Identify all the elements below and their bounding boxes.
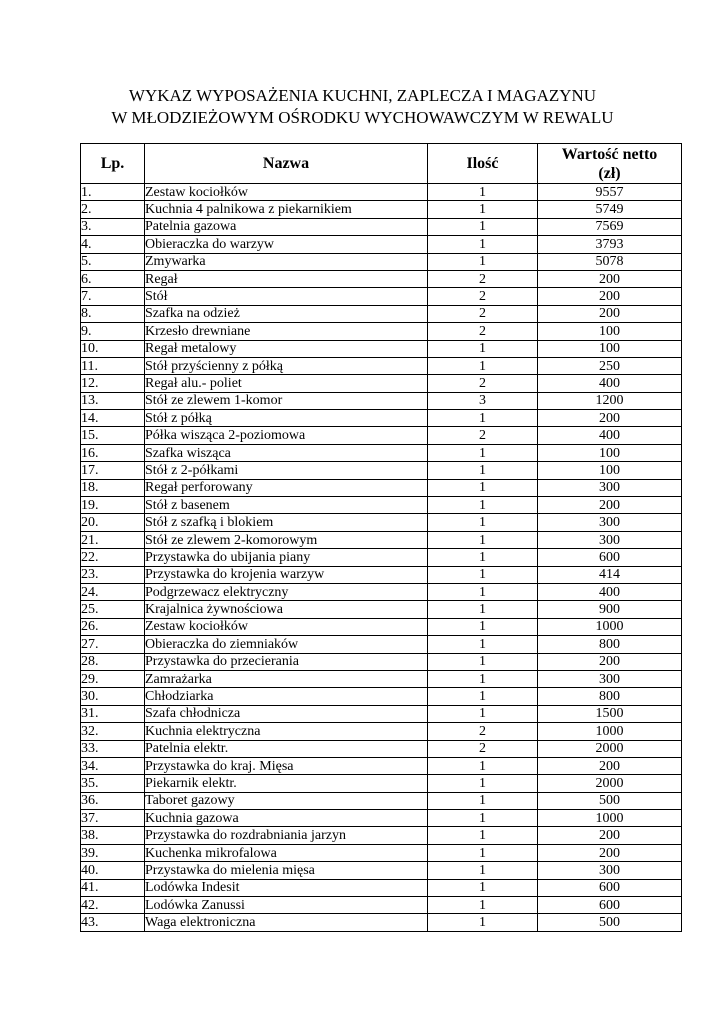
row-name-cell: Regał metalowy: [145, 340, 428, 357]
row-lp-cell: 31.: [81, 705, 145, 722]
table-row: [81, 514, 682, 531]
row-value-cell: 5078: [538, 253, 682, 270]
row-lp-cell: 29.: [81, 670, 145, 687]
row-qty-cell: 2: [428, 740, 538, 757]
row-name-cell: Szafa chłodnicza: [145, 705, 428, 722]
row-name-cell: Szafka na odzież: [145, 305, 428, 322]
row-lp-cell: 34.: [81, 757, 145, 774]
row-lp-cell: 39.: [81, 844, 145, 861]
row-lp-cell: 22.: [81, 549, 145, 566]
row-qty-cell: 1: [428, 357, 538, 374]
row-qty-cell: 1: [428, 236, 538, 253]
row-lp-cell: 10.: [81, 340, 145, 357]
row-name-cell: Kuchnia gazowa: [145, 810, 428, 827]
row-name-cell: Regał alu.- poliet: [145, 375, 428, 392]
row-value-cell: 100: [538, 340, 682, 357]
row-name-cell: Stół z basenem: [145, 497, 428, 514]
row-name-cell: Kuchenka mikrofalowa: [145, 844, 428, 861]
table-row: [81, 462, 682, 479]
row-value-cell: 2000: [538, 775, 682, 792]
row-lp-cell: 13.: [81, 392, 145, 409]
header-value: [538, 144, 682, 184]
row-value-cell: 200: [538, 270, 682, 287]
row-name-cell: Stół ze zlewem 2-komorowym: [145, 531, 428, 548]
row-lp-cell: 20.: [81, 514, 145, 531]
row-value-cell: 300: [538, 531, 682, 548]
table-row: [81, 410, 682, 427]
table-row: [81, 810, 682, 827]
row-lp-cell: 6.: [81, 270, 145, 287]
row-name-cell: Lodówka Indesit: [145, 879, 428, 896]
row-name-cell: Patelnia gazowa: [145, 218, 428, 235]
row-name-cell: Przystawka do przecierania: [145, 653, 428, 670]
row-qty-cell: 1: [428, 549, 538, 566]
row-value-cell: 300: [538, 862, 682, 879]
table-row: [81, 375, 682, 392]
row-lp-cell: 30.: [81, 688, 145, 705]
header-lp: Lp.: [81, 144, 145, 184]
row-qty-cell: 2: [428, 375, 538, 392]
table-row: [81, 688, 682, 705]
table-row: [81, 357, 682, 374]
row-name-cell: Stół z szafką i blokiem: [145, 514, 428, 531]
row-name-cell: Zestaw kociołków: [145, 184, 428, 201]
row-lp-cell: 12.: [81, 375, 145, 392]
table-row: [81, 479, 682, 496]
row-qty-cell: 2: [428, 723, 538, 740]
row-name-cell: Stół ze zlewem 1-komor: [145, 392, 428, 409]
row-qty-cell: 1: [428, 340, 538, 357]
row-name-cell: Obieraczka do ziemniaków: [145, 636, 428, 653]
row-name-cell: Krajalnica żywnościowa: [145, 601, 428, 618]
row-qty-cell: 2: [428, 427, 538, 444]
row-name-cell: Piekarnik elektr.: [145, 775, 428, 792]
row-qty-cell: 1: [428, 775, 538, 792]
document-title-line-2: W MŁODZIEŻOWYM OŚRODKU WYCHOWAWCZYM W REWALU: [111, 108, 614, 127]
row-value-cell: 300: [538, 479, 682, 496]
row-lp-cell: 3.: [81, 218, 145, 235]
row-qty-cell: 1: [428, 462, 538, 479]
row-value-cell: 1000: [538, 618, 682, 635]
row-qty-cell: 1: [428, 444, 538, 461]
table-row: [81, 270, 682, 287]
row-lp-cell: 7.: [81, 288, 145, 305]
row-name-cell: Obieraczka do warzyw: [145, 236, 428, 253]
row-qty-cell: 1: [428, 897, 538, 914]
row-value-cell: 800: [538, 636, 682, 653]
row-lp-cell: 5.: [81, 253, 145, 270]
table-row: [81, 775, 682, 792]
row-qty-cell: 1: [428, 566, 538, 583]
row-lp-cell: 24.: [81, 583, 145, 600]
table-row: [81, 827, 682, 844]
table-row: [81, 757, 682, 774]
row-lp-cell: 36.: [81, 792, 145, 809]
row-lp-cell: 32.: [81, 723, 145, 740]
row-value-cell: 9557: [538, 184, 682, 201]
row-lp-cell: 42.: [81, 897, 145, 914]
table-row: [81, 323, 682, 340]
row-value-cell: 200: [538, 653, 682, 670]
table-row: [81, 253, 682, 270]
row-value-cell: 100: [538, 462, 682, 479]
table-row: [81, 566, 682, 583]
table-row: [81, 427, 682, 444]
table-row: [81, 879, 682, 896]
row-qty-cell: 1: [428, 184, 538, 201]
row-qty-cell: 1: [428, 844, 538, 861]
row-value-cell: 300: [538, 514, 682, 531]
row-value-cell: 7569: [538, 218, 682, 235]
row-name-cell: Chłodziarka: [145, 688, 428, 705]
row-name-cell: Przystawka do mielenia mięsa: [145, 862, 428, 879]
row-name-cell: Krzesło drewniane: [145, 323, 428, 340]
row-value-cell: 1000: [538, 723, 682, 740]
row-name-cell: Przystawka do rozdrabniania jarzyn: [145, 827, 428, 844]
row-value-cell: 3793: [538, 236, 682, 253]
row-lp-cell: 25.: [81, 601, 145, 618]
row-lp-cell: 19.: [81, 497, 145, 514]
table-row: [81, 288, 682, 305]
row-lp-cell: 2.: [81, 201, 145, 218]
row-qty-cell: 1: [428, 514, 538, 531]
row-qty-cell: 1: [428, 688, 538, 705]
row-name-cell: Zmywarka: [145, 253, 428, 270]
row-value-cell: 1200: [538, 392, 682, 409]
row-value-cell: 100: [538, 444, 682, 461]
table-row: [81, 531, 682, 548]
table-row: [81, 201, 682, 218]
row-lp-cell: 43.: [81, 914, 145, 931]
row-value-cell: 414: [538, 566, 682, 583]
row-qty-cell: 2: [428, 270, 538, 287]
row-qty-cell: 1: [428, 653, 538, 670]
row-value-cell: 200: [538, 827, 682, 844]
row-lp-cell: 26.: [81, 618, 145, 635]
row-qty-cell: 1: [428, 201, 538, 218]
row-value-cell: 200: [538, 757, 682, 774]
table-row: [81, 340, 682, 357]
row-qty-cell: 1: [428, 218, 538, 235]
table-row: [81, 636, 682, 653]
row-value-cell: 400: [538, 583, 682, 600]
row-name-cell: Zamrażarka: [145, 670, 428, 687]
inventory-table: [80, 143, 682, 932]
table-row: [81, 723, 682, 740]
row-name-cell: Taboret gazowy: [145, 792, 428, 809]
header-qty: Ilość: [428, 144, 538, 184]
table-row: [81, 583, 682, 600]
table-row: [81, 670, 682, 687]
row-lp-cell: 14.: [81, 410, 145, 427]
row-value-cell: 500: [538, 914, 682, 931]
table-row: [81, 305, 682, 322]
row-lp-cell: 11.: [81, 357, 145, 374]
row-lp-cell: 35.: [81, 775, 145, 792]
row-qty-cell: 1: [428, 479, 538, 496]
row-name-cell: Półka wisząca 2-poziomowa: [145, 427, 428, 444]
row-lp-cell: 27.: [81, 636, 145, 653]
row-name-cell: Stół z półką: [145, 410, 428, 427]
row-qty-cell: 1: [428, 636, 538, 653]
row-value-cell: 600: [538, 549, 682, 566]
header-value-line-2: (zł): [598, 164, 621, 182]
header-name: Nazwa: [145, 144, 428, 184]
row-name-cell: Stół przyścienny z półką: [145, 357, 428, 374]
row-name-cell: Kuchnia elektryczna: [145, 723, 428, 740]
row-qty-cell: 1: [428, 757, 538, 774]
row-lp-cell: 33.: [81, 740, 145, 757]
row-qty-cell: 1: [428, 879, 538, 896]
row-value-cell: 200: [538, 410, 682, 427]
row-value-cell: 5749: [538, 201, 682, 218]
row-name-cell: Przystawka do ubijania piany: [145, 549, 428, 566]
row-qty-cell: 1: [428, 497, 538, 514]
table-row: [81, 392, 682, 409]
row-qty-cell: 1: [428, 914, 538, 931]
row-lp-cell: 9.: [81, 323, 145, 340]
row-value-cell: 2000: [538, 740, 682, 757]
row-value-cell: 200: [538, 844, 682, 861]
table-row: [81, 549, 682, 566]
row-qty-cell: 2: [428, 323, 538, 340]
row-name-cell: Patelnia elektr.: [145, 740, 428, 757]
row-value-cell: 400: [538, 427, 682, 444]
row-value-cell: 800: [538, 688, 682, 705]
table-row: [81, 601, 682, 618]
row-qty-cell: 1: [428, 601, 538, 618]
row-qty-cell: 1: [428, 792, 538, 809]
row-name-cell: Kuchnia 4 palnikowa z piekarnikiem: [145, 201, 428, 218]
row-value-cell: 500: [538, 792, 682, 809]
table-row: [81, 862, 682, 879]
row-qty-cell: 1: [428, 410, 538, 427]
table-body: [81, 184, 682, 932]
row-qty-cell: 1: [428, 862, 538, 879]
row-lp-cell: 1.: [81, 184, 145, 201]
table-row: [81, 792, 682, 809]
row-value-cell: 600: [538, 897, 682, 914]
row-name-cell: Przystawka do krojenia warzyw: [145, 566, 428, 583]
row-name-cell: Stół z 2-półkami: [145, 462, 428, 479]
document-title-line-1: WYKAZ WYPOSAŻENIA KUCHNI, ZAPLECZA I MAGAZYNU: [128, 86, 597, 105]
row-name-cell: Lodówka Zanussi: [145, 897, 428, 914]
row-name-cell: Stół: [145, 288, 428, 305]
header-value-line-1: Wartość netto: [561, 145, 658, 163]
row-qty-cell: 1: [428, 583, 538, 600]
table-row: [81, 653, 682, 670]
row-lp-cell: 17.: [81, 462, 145, 479]
row-lp-cell: 41.: [81, 879, 145, 896]
row-value-cell: 600: [538, 879, 682, 896]
row-qty-cell: 2: [428, 288, 538, 305]
row-value-cell: 200: [538, 497, 682, 514]
row-value-cell: 900: [538, 601, 682, 618]
row-qty-cell: 1: [428, 253, 538, 270]
row-value-cell: 400: [538, 375, 682, 392]
table-row: [81, 184, 682, 201]
table-row: [81, 914, 682, 931]
row-value-cell: 250: [538, 357, 682, 374]
table-row: [81, 844, 682, 861]
row-qty-cell: 3: [428, 392, 538, 409]
row-name-cell: Szafka wisząca: [145, 444, 428, 461]
row-name-cell: Przystawka do kraj. Mięsa: [145, 757, 428, 774]
row-lp-cell: 15.: [81, 427, 145, 444]
row-lp-cell: 21.: [81, 531, 145, 548]
row-name-cell: Regał: [145, 270, 428, 287]
row-value-cell: 1000: [538, 810, 682, 827]
table-row: [81, 897, 682, 914]
row-name-cell: Podgrzewacz elektryczny: [145, 583, 428, 600]
row-qty-cell: 2: [428, 305, 538, 322]
table-row: [81, 705, 682, 722]
row-value-cell: 200: [538, 288, 682, 305]
row-qty-cell: 1: [428, 827, 538, 844]
row-lp-cell: 28.: [81, 653, 145, 670]
row-name-cell: Waga elektroniczna: [145, 914, 428, 931]
row-lp-cell: 18.: [81, 479, 145, 496]
table-row: [81, 444, 682, 461]
row-qty-cell: 1: [428, 618, 538, 635]
row-name-cell: Regał perforowany: [145, 479, 428, 496]
row-lp-cell: 37.: [81, 810, 145, 827]
table-row: [81, 740, 682, 757]
row-qty-cell: 1: [428, 531, 538, 548]
row-lp-cell: 23.: [81, 566, 145, 583]
table-row: [81, 236, 682, 253]
row-value-cell: 1500: [538, 705, 682, 722]
row-qty-cell: 1: [428, 670, 538, 687]
row-lp-cell: 8.: [81, 305, 145, 322]
table-header-row: [81, 144, 682, 184]
row-lp-cell: 16.: [81, 444, 145, 461]
row-lp-cell: 4.: [81, 236, 145, 253]
table-row: [81, 218, 682, 235]
row-value-cell: 300: [538, 670, 682, 687]
table-row: [81, 618, 682, 635]
row-qty-cell: 1: [428, 810, 538, 827]
row-value-cell: 200: [538, 305, 682, 322]
row-lp-cell: 38.: [81, 827, 145, 844]
row-lp-cell: 40.: [81, 862, 145, 879]
row-name-cell: Zestaw kociołków: [145, 618, 428, 635]
row-qty-cell: 1: [428, 705, 538, 722]
table-row: [81, 497, 682, 514]
row-value-cell: 100: [538, 323, 682, 340]
